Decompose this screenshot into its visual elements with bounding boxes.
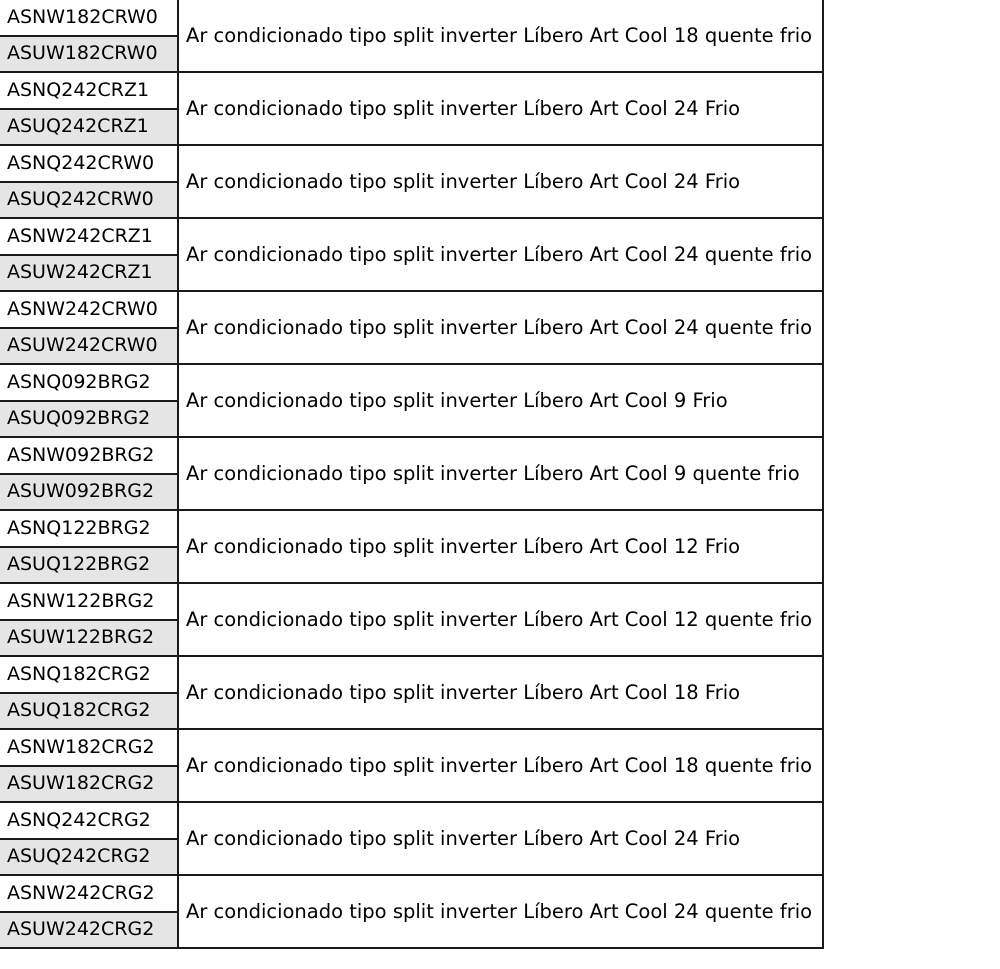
table-row <box>0 0 823 36</box>
table-row <box>0 510 823 547</box>
indoor-unit-code: ASNQ242CRZ1 <box>0 72 178 109</box>
product-description: Ar condicionado tipo split inverter Líbero Art Cool 9 quente frio <box>178 437 823 510</box>
outdoor-unit-code: ASUW092BRG2 <box>0 474 178 511</box>
table-row <box>0 802 823 839</box>
table-row <box>0 72 823 109</box>
outdoor-unit-code: ASUW122BRG2 <box>0 620 178 657</box>
outdoor-unit-code: ASUQ242CRG2 <box>0 839 178 876</box>
outdoor-unit-code: ASUQ242CRZ1 <box>0 109 178 146</box>
table-row <box>0 364 823 401</box>
table-row <box>0 291 823 328</box>
product-description: Ar condicionado tipo split inverter Líbero Art Cool 24 Frio <box>178 802 823 875</box>
product-description: Ar condicionado tipo split inverter Líbero Art Cool 9 Frio <box>178 364 823 437</box>
table-row <box>0 218 823 255</box>
outdoor-unit-code: ASUW242CRW0 <box>0 328 178 365</box>
outdoor-unit-code: ASUQ242CRW0 <box>0 182 178 219</box>
product-description: Ar condicionado tipo split inverter Líbero Art Cool 24 quente frio <box>178 875 823 948</box>
outdoor-unit-code: ASUQ122BRG2 <box>0 547 178 584</box>
product-description: Ar condicionado tipo split inverter Líbero Art Cool 18 quente frio <box>178 0 823 72</box>
outdoor-unit-code: ASUW182CRW0 <box>0 36 178 73</box>
indoor-unit-code: ASNQ242CRW0 <box>0 145 178 182</box>
table-row <box>0 875 823 912</box>
outdoor-unit-code: ASUQ092BRG2 <box>0 401 178 438</box>
product-description: Ar condicionado tipo split inverter Líbero Art Cool 24 quente frio <box>178 218 823 291</box>
indoor-unit-code: ASNW242CRG2 <box>0 875 178 912</box>
product-description: Ar condicionado tipo split inverter Líbero Art Cool 18 quente frio <box>178 729 823 802</box>
product-description: Ar condicionado tipo split inverter Líbero Art Cool 24 quente frio <box>178 291 823 364</box>
product-description: Ar condicionado tipo split inverter Líbero Art Cool 12 Frio <box>178 510 823 583</box>
table-row <box>0 583 823 620</box>
indoor-unit-code: ASNW092BRG2 <box>0 437 178 474</box>
table-row <box>0 437 823 474</box>
indoor-unit-code: ASNW182CRG2 <box>0 729 178 766</box>
indoor-unit-code: ASNQ182CRG2 <box>0 656 178 693</box>
outdoor-unit-code: ASUW242CRG2 <box>0 912 178 949</box>
table-row <box>0 729 823 766</box>
indoor-unit-code: ASNQ242CRG2 <box>0 802 178 839</box>
table-row <box>0 656 823 693</box>
indoor-unit-code: ASNW242CRW0 <box>0 291 178 328</box>
product-description: Ar condicionado tipo split inverter Líbero Art Cool 12 quente frio <box>178 583 823 656</box>
outdoor-unit-code: ASUW242CRZ1 <box>0 255 178 292</box>
product-description: Ar condicionado tipo split inverter Líbero Art Cool 18 Frio <box>178 656 823 729</box>
table-row <box>0 145 823 182</box>
indoor-unit-code: ASNQ122BRG2 <box>0 510 178 547</box>
indoor-unit-code: ASNW182CRW0 <box>0 0 178 36</box>
product-description: Ar condicionado tipo split inverter Líbero Art Cool 24 Frio <box>178 145 823 218</box>
indoor-unit-code: ASNQ092BRG2 <box>0 364 178 401</box>
outdoor-unit-code: ASUW182CRG2 <box>0 766 178 803</box>
outdoor-unit-code: ASUQ182CRG2 <box>0 693 178 730</box>
indoor-unit-code: ASNW122BRG2 <box>0 583 178 620</box>
product-description: Ar condicionado tipo split inverter Líbero Art Cool 24 Frio <box>178 72 823 145</box>
indoor-unit-code: ASNW242CRZ1 <box>0 218 178 255</box>
